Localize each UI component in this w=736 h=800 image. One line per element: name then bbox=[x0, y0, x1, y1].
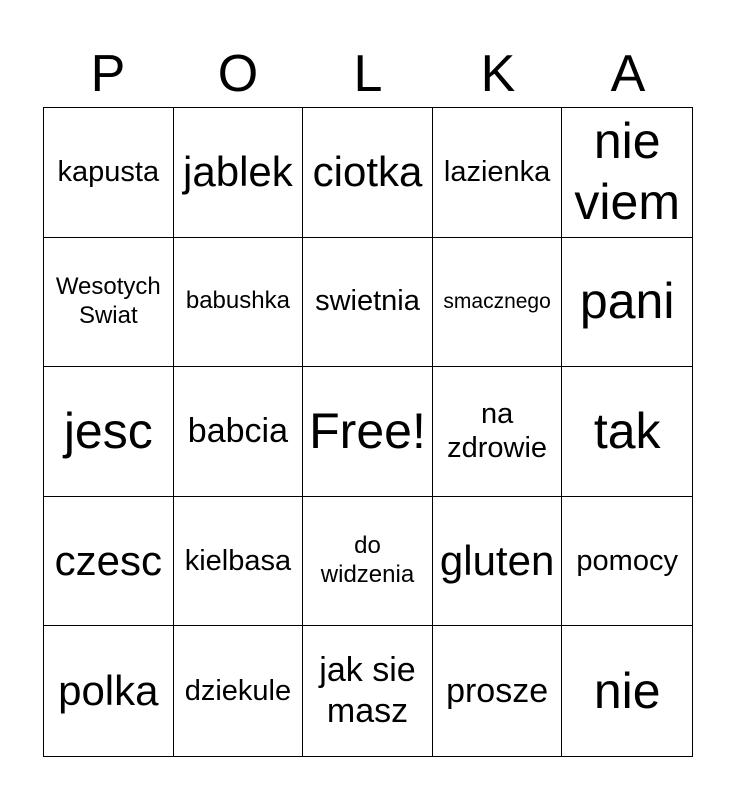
bingo-cell[interactable]: prosze bbox=[433, 626, 563, 756]
header-letter-a: A bbox=[610, 45, 646, 103]
bingo-cell[interactable]: lazienka bbox=[433, 108, 563, 238]
bingo-cell[interactable]: babcia bbox=[174, 367, 304, 497]
bingo-cell[interactable]: smacznego bbox=[433, 238, 563, 368]
header-letter-l: L bbox=[353, 45, 383, 103]
bingo-cell[interactable]: na zdrowie bbox=[433, 367, 563, 497]
bingo-cell[interactable]: nie viem bbox=[562, 108, 692, 238]
bingo-cell[interactable]: do widzenia bbox=[303, 497, 433, 627]
bingo-cell[interactable]: tak bbox=[562, 367, 692, 497]
bingo-cell[interactable]: Wesotych Swiat bbox=[44, 238, 174, 368]
bingo-header bbox=[43, 40, 693, 108]
bingo-cell[interactable]: nie bbox=[593, 662, 661, 719]
header-letter-k: K bbox=[480, 45, 516, 103]
bingo-cell[interactable]: jesc bbox=[44, 367, 174, 497]
bingo-cell[interactable]: jablek bbox=[174, 108, 304, 238]
bingo-cell[interactable]: pomocy bbox=[562, 497, 692, 627]
bingo-cell[interactable]: gluten bbox=[433, 497, 563, 627]
bingo-cell[interactable]: kielbasa bbox=[174, 497, 304, 627]
bingo-cell[interactable]: dziekule bbox=[174, 626, 304, 756]
bingo-cell[interactable]: swietnia bbox=[303, 238, 433, 368]
bingo-board bbox=[43, 107, 693, 757]
bingo-cell[interactable]: babushka bbox=[174, 238, 304, 368]
header-letter-p: P bbox=[90, 45, 126, 103]
bingo-cell[interactable]: ciotka bbox=[303, 108, 433, 238]
bingo-cell[interactable]: pani bbox=[562, 238, 692, 368]
bingo-cell[interactable]: polka bbox=[44, 626, 174, 756]
bingo-cell[interactable]: czesc bbox=[44, 497, 174, 627]
bingo-cell[interactable]: jak sie masz bbox=[303, 626, 433, 756]
bingo-free-space[interactable]: Free! bbox=[303, 367, 433, 497]
header-letter-o: O bbox=[217, 45, 259, 103]
bingo-cell[interactable]: kapusta bbox=[44, 108, 174, 238]
